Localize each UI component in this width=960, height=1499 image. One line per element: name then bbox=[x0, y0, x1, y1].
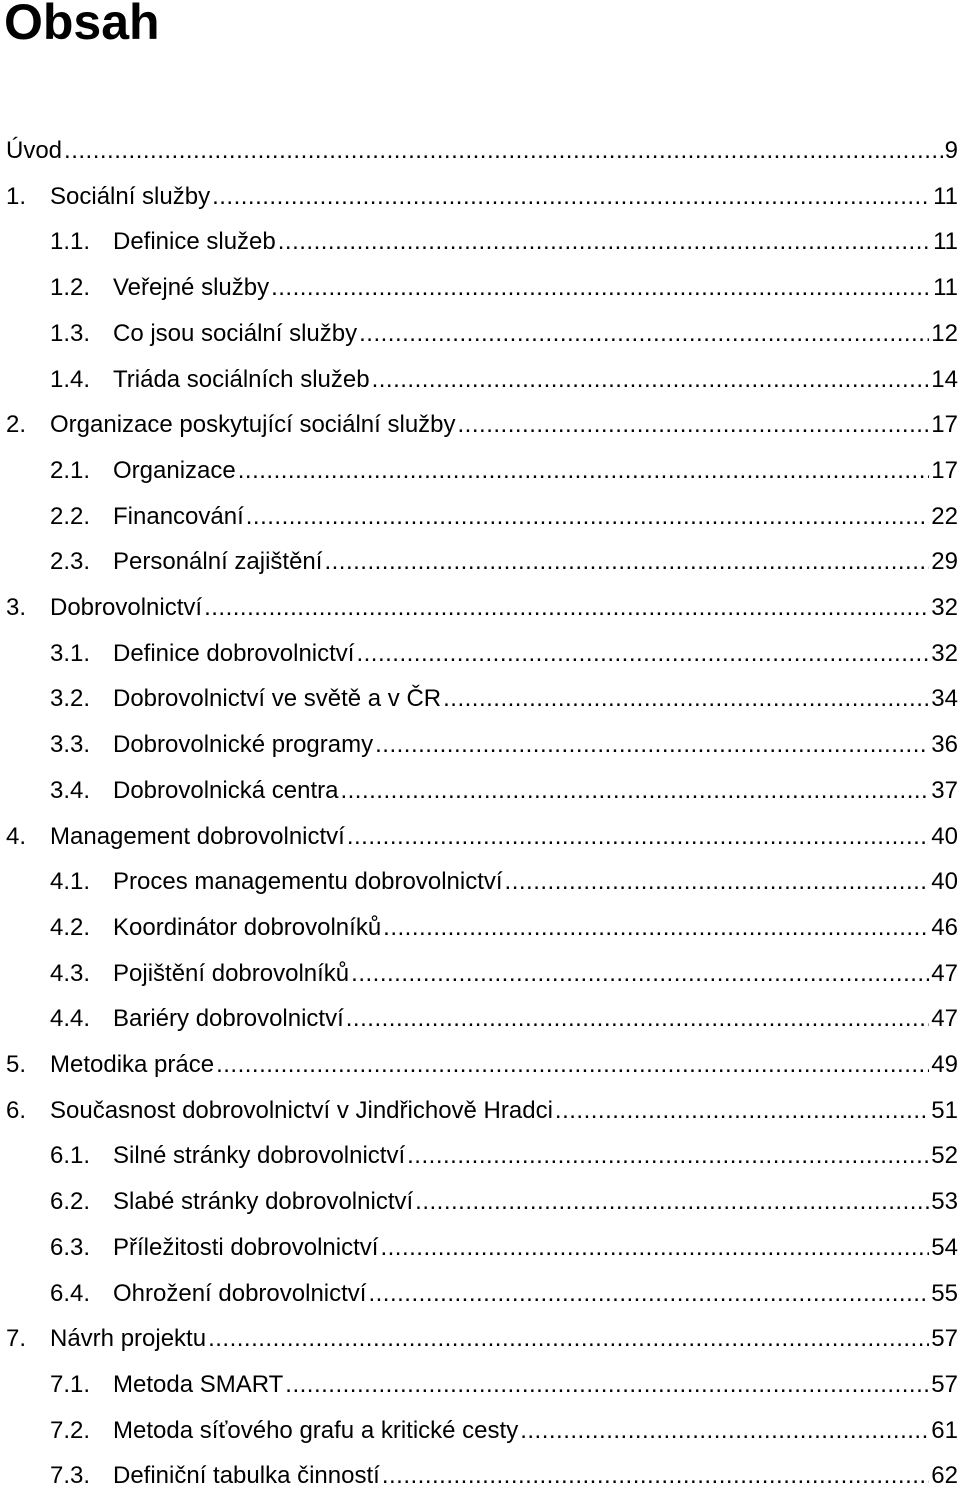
toc-entry-label: Definice služeb bbox=[113, 228, 276, 256]
toc-entry-page: 49 bbox=[931, 1051, 958, 1078]
dot-leader bbox=[351, 951, 929, 997]
toc-entry-page: 47 bbox=[931, 959, 958, 987]
dot-leader bbox=[347, 814, 929, 860]
toc-entry-page: 29 bbox=[931, 548, 958, 576]
toc-entry-number: 2. bbox=[6, 411, 27, 439]
toc-entry[interactable] bbox=[50, 1179, 958, 1225]
toc-entry[interactable] bbox=[50, 311, 958, 357]
toc-entry-label: Metodika práce bbox=[50, 1051, 215, 1078]
toc-entry-label: Silné stránky dobrovolnictví bbox=[113, 1142, 406, 1170]
toc-entry-number: 7.1. bbox=[50, 1370, 91, 1398]
toc-entry-page: 54 bbox=[931, 1233, 958, 1261]
dot-leader bbox=[204, 585, 929, 631]
dot-leader bbox=[212, 174, 931, 220]
toc-entry[interactable] bbox=[50, 1362, 958, 1408]
toc-entry-page: 46 bbox=[931, 913, 958, 941]
toc-entry-label: Bariéry dobrovolnictví bbox=[113, 1005, 344, 1033]
toc-entry-page: 57 bbox=[931, 1370, 958, 1398]
toc-entry[interactable] bbox=[6, 1042, 958, 1088]
toc-entry-number: 7.2. bbox=[50, 1416, 91, 1444]
toc-entry-number: 2.3. bbox=[50, 548, 91, 576]
toc-entry[interactable] bbox=[50, 951, 958, 997]
toc-entry[interactable] bbox=[50, 996, 958, 1042]
toc-entry-number: 6.4. bbox=[50, 1279, 91, 1307]
toc-entry-page: 37 bbox=[931, 776, 958, 804]
toc-entry[interactable] bbox=[50, 219, 958, 265]
toc-entry-label: Koordinátor dobrovolníků bbox=[113, 913, 382, 941]
toc-entry-label: Dobrovolnická centra bbox=[113, 776, 339, 804]
toc-entry-number: 2.1. bbox=[50, 456, 91, 484]
toc-entry-label: Ohrožení dobrovolnictví bbox=[113, 1279, 367, 1307]
toc-entry-label: Pojištění dobrovolníků bbox=[113, 959, 350, 987]
toc-entry-label: Současnost dobrovolnictví v Jindřichově Hradci bbox=[50, 1096, 553, 1124]
toc-entry-page: 53 bbox=[931, 1188, 958, 1216]
toc-entry-label: Návrh projektu bbox=[50, 1325, 207, 1353]
toc-entry-page: 52 bbox=[931, 1142, 958, 1170]
dot-leader bbox=[555, 1088, 929, 1134]
toc-entry-number: 1.1. bbox=[50, 228, 91, 256]
dot-leader bbox=[346, 996, 930, 1042]
toc-entry-number: 3. bbox=[6, 594, 27, 621]
dot-leader bbox=[520, 1408, 929, 1454]
toc-entry-page: 34 bbox=[931, 685, 958, 713]
toc-entry-label: Organizace poskytující sociální služby bbox=[50, 411, 456, 439]
toc-entry-label: Financování bbox=[113, 502, 244, 530]
dot-leader bbox=[458, 402, 930, 448]
toc-entry-number: 3.3. bbox=[50, 731, 91, 759]
toc-entry-page: 40 bbox=[931, 822, 958, 850]
toc-entry-number: 6.2. bbox=[50, 1188, 91, 1216]
toc-entry-number: 5. bbox=[6, 1051, 27, 1078]
toc-entry-page: 32 bbox=[931, 639, 958, 667]
toc-entry[interactable] bbox=[50, 722, 958, 768]
toc-entry-number: 3.1. bbox=[50, 639, 91, 667]
toc-entry-page: 11 bbox=[933, 274, 958, 302]
toc-entry-label: Management dobrovolnictví bbox=[50, 822, 345, 850]
toc-entry-label: Dobrovolnické programy bbox=[113, 731, 374, 759]
toc-entry-number: 6. bbox=[6, 1096, 27, 1124]
toc-entry[interactable] bbox=[50, 1453, 958, 1499]
toc-entry-page: 36 bbox=[931, 731, 958, 759]
toc-entry-number: 1.2. bbox=[50, 274, 91, 302]
toc-entry-page: 22 bbox=[931, 502, 958, 530]
dot-leader bbox=[64, 128, 943, 174]
toc-entry[interactable] bbox=[6, 814, 958, 860]
toc-entry[interactable] bbox=[50, 676, 958, 722]
toc-entry-number: 3.4. bbox=[50, 776, 91, 804]
dot-leader bbox=[443, 676, 929, 722]
toc-entry-label: Metoda síťového grafu a kritické cesty bbox=[113, 1416, 519, 1444]
dot-leader bbox=[216, 1042, 929, 1088]
dot-leader bbox=[383, 905, 929, 951]
page-title: Obsah bbox=[4, 0, 160, 50]
toc-entry-page: 14 bbox=[931, 365, 958, 393]
toc-entry-page: 11 bbox=[933, 228, 958, 256]
toc-entry-number: 4.3. bbox=[50, 959, 91, 987]
toc-entry[interactable] bbox=[6, 174, 958, 220]
dot-leader bbox=[340, 768, 929, 814]
dot-leader bbox=[356, 631, 929, 677]
toc-entry-number: 7. bbox=[6, 1325, 27, 1353]
toc-entry-number: 4.4. bbox=[50, 1005, 91, 1033]
toc-entry[interactable] bbox=[50, 1225, 958, 1271]
toc-entry-page: 12 bbox=[931, 319, 958, 347]
toc-entry[interactable] bbox=[50, 494, 958, 540]
toc-entry-label: Příležitosti dobrovolnictví bbox=[113, 1233, 379, 1261]
toc-entry-label: Dobrovolnictví bbox=[50, 594, 203, 621]
toc-entry-page: 47 bbox=[931, 1005, 958, 1033]
dot-leader bbox=[372, 357, 930, 403]
toc-entry[interactable] bbox=[50, 1271, 958, 1317]
toc-entry[interactable] bbox=[50, 1133, 958, 1179]
toc-entry[interactable] bbox=[6, 585, 958, 631]
dot-leader bbox=[238, 448, 930, 494]
toc-entry-page: 55 bbox=[931, 1279, 958, 1307]
toc-entry-number: 4. bbox=[6, 822, 27, 850]
toc-entry[interactable] bbox=[50, 905, 958, 951]
toc-entry-page: 61 bbox=[931, 1416, 958, 1444]
toc-entry[interactable] bbox=[50, 1408, 958, 1454]
toc-entry[interactable] bbox=[50, 859, 958, 905]
toc-entry[interactable] bbox=[50, 631, 958, 677]
toc-entry-number: 6.3. bbox=[50, 1233, 91, 1261]
toc-entry-page: 40 bbox=[931, 868, 958, 896]
toc-entry[interactable] bbox=[50, 768, 958, 814]
toc-entry-label: Dobrovolnictví ve světě a v ČR bbox=[113, 685, 442, 713]
dot-leader bbox=[246, 494, 930, 540]
toc-entry-label: Sociální služby bbox=[50, 182, 211, 210]
toc-entry-label: Definiční tabulka činností bbox=[113, 1462, 380, 1490]
toc-entry-page: 51 bbox=[931, 1096, 958, 1124]
toc-entry[interactable] bbox=[50, 448, 958, 494]
toc-entry[interactable] bbox=[50, 539, 958, 585]
toc-entry-label: Úvod bbox=[6, 137, 63, 164]
toc-entry-number: 1.3. bbox=[50, 319, 91, 347]
toc-entry-label: Organizace bbox=[113, 456, 236, 484]
dot-leader bbox=[380, 1225, 929, 1271]
toc-entry[interactable] bbox=[6, 1088, 958, 1134]
dot-leader bbox=[285, 1362, 929, 1408]
dot-leader bbox=[505, 859, 930, 905]
toc-entry-label: Definice dobrovolnictví bbox=[113, 639, 355, 667]
toc-entry-number: 4.2. bbox=[50, 913, 91, 941]
toc-entry-page: 17 bbox=[931, 456, 958, 484]
dot-leader bbox=[208, 1316, 929, 1362]
dot-leader bbox=[375, 722, 929, 768]
toc-entry-number: 4.1. bbox=[50, 868, 91, 896]
toc-entry-page: 32 bbox=[931, 594, 958, 621]
toc-entry-number: 1. bbox=[6, 182, 27, 210]
toc-entry-label: Slabé stránky dobrovolnictví bbox=[113, 1188, 414, 1216]
toc-entry[interactable] bbox=[50, 265, 958, 311]
toc-entry-page: 62 bbox=[931, 1462, 958, 1490]
toc-entry-label: Metoda SMART bbox=[113, 1370, 284, 1398]
toc-entry-label: Personální zajištění bbox=[113, 548, 323, 576]
dot-leader bbox=[415, 1179, 929, 1225]
toc-entry-label: Co jsou sociální služby bbox=[113, 319, 358, 347]
dot-leader bbox=[368, 1271, 929, 1317]
toc-entry-page: 11 bbox=[933, 182, 958, 210]
toc-entry-label: Veřejné služby bbox=[113, 274, 270, 302]
toc-entry[interactable] bbox=[6, 128, 958, 174]
dot-leader bbox=[382, 1453, 929, 1499]
toc-entry[interactable] bbox=[6, 402, 958, 448]
toc-entry-page: 17 bbox=[931, 411, 958, 439]
toc-entry-number: 7.3. bbox=[50, 1462, 91, 1490]
toc-entry-number: 6.1. bbox=[50, 1142, 91, 1170]
dot-leader bbox=[271, 265, 931, 311]
dot-leader bbox=[278, 219, 931, 265]
toc-entry-number: 2.2. bbox=[50, 502, 91, 530]
dot-leader bbox=[407, 1133, 929, 1179]
dot-leader bbox=[359, 311, 929, 357]
dot-leader bbox=[324, 539, 929, 585]
toc-entry-number: 3.2. bbox=[50, 685, 91, 713]
toc-entry[interactable] bbox=[6, 1316, 958, 1362]
toc-entry[interactable] bbox=[50, 357, 958, 403]
toc-entry-label: Proces managementu dobrovolnictví bbox=[113, 868, 503, 896]
toc-entry-label: Triáda sociálních služeb bbox=[113, 365, 370, 393]
toc-entry-number: 1.4. bbox=[50, 365, 91, 393]
toc-entry-page: 9 bbox=[944, 137, 958, 164]
toc-entry-page: 57 bbox=[931, 1325, 958, 1353]
